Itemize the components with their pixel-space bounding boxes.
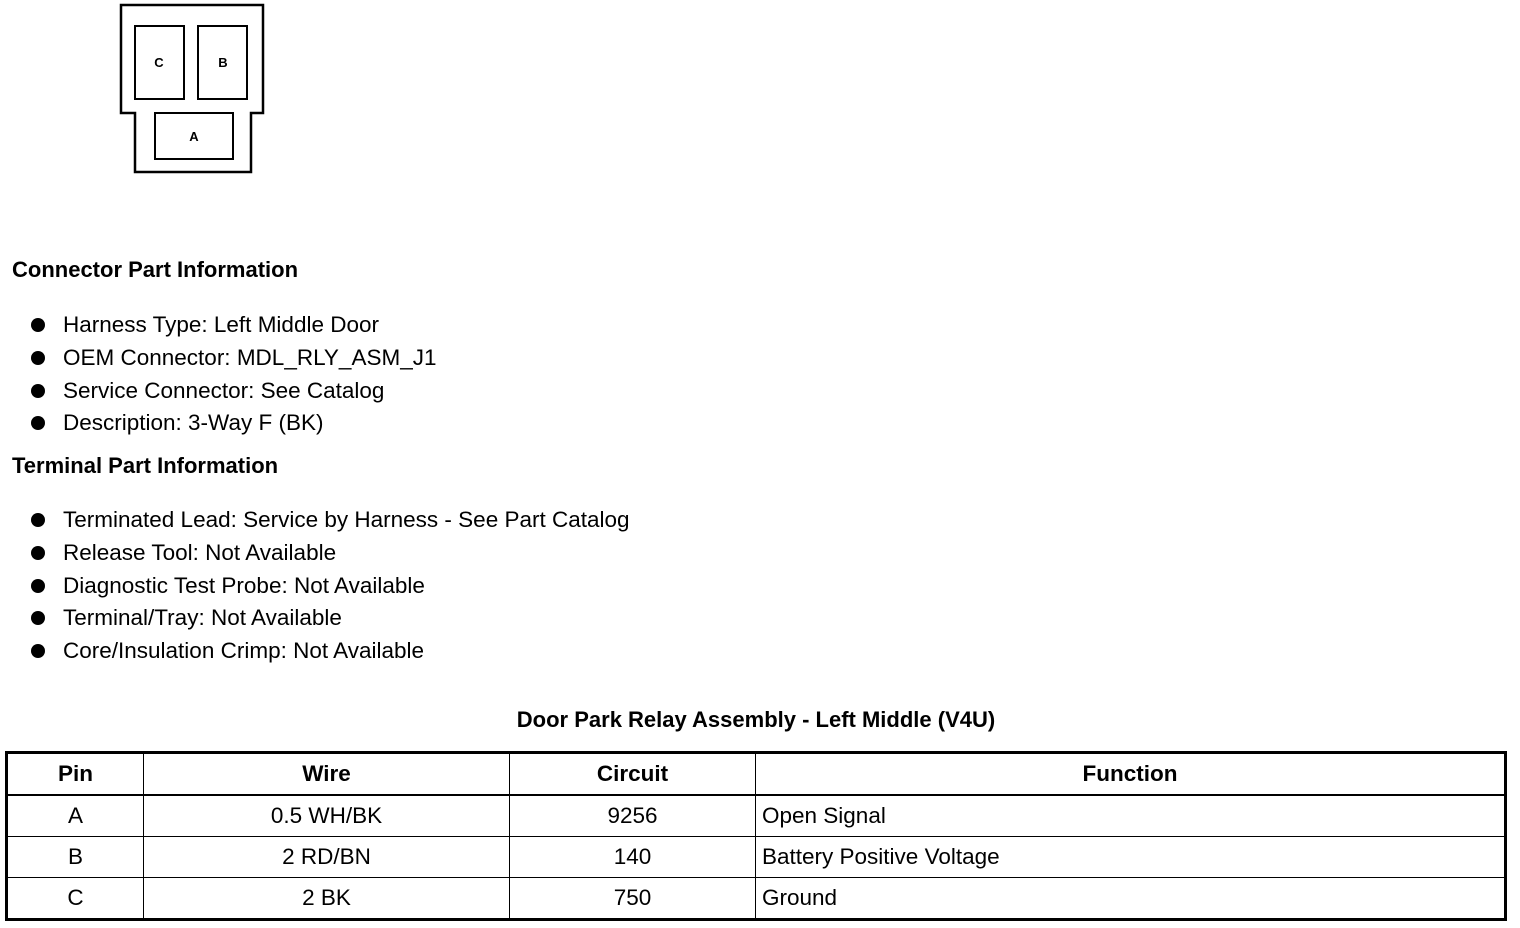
connector-housing-outline bbox=[121, 5, 263, 172]
table-row bbox=[7, 795, 1506, 837]
bullet-icon bbox=[31, 579, 45, 593]
bullet-icon bbox=[31, 546, 45, 560]
bullet-icon bbox=[31, 351, 45, 365]
list-item bbox=[30, 342, 436, 375]
bullet-icon bbox=[31, 611, 45, 625]
table-row bbox=[7, 878, 1506, 920]
pin-label-a: A bbox=[189, 129, 199, 144]
table-header-row bbox=[7, 753, 1506, 796]
list-item-text: OEM Connector: MDL_RLY_ASM_J1 bbox=[63, 345, 437, 371]
list-item-text: Release Tool: Not Available bbox=[63, 540, 337, 566]
cell-pin: A bbox=[7, 795, 144, 837]
cell-circuit: 9256 bbox=[510, 795, 756, 837]
cell-circuit: 140 bbox=[510, 837, 756, 878]
cell-function: Battery Positive Voltage bbox=[756, 837, 1506, 878]
header-function: Function bbox=[756, 753, 1506, 796]
connector-face-diagram bbox=[0, 0, 300, 190]
terminal-info-heading: Terminal Part Information bbox=[12, 453, 279, 478]
list-item-text: Diagnostic Test Probe: Not Available bbox=[63, 572, 425, 598]
list-item bbox=[30, 635, 630, 668]
list-item bbox=[30, 374, 436, 407]
cell-wire: 2 RD/BN bbox=[144, 837, 510, 878]
terminal-info-list bbox=[30, 504, 630, 667]
list-item bbox=[30, 569, 630, 602]
list-item-text: Service Connector: See Catalog bbox=[63, 377, 385, 403]
list-item-text: Terminal/Tray: Not Available bbox=[63, 605, 342, 631]
bullet-icon bbox=[31, 416, 45, 430]
cell-pin: C bbox=[7, 878, 144, 920]
cell-pin: B bbox=[7, 837, 144, 878]
connector-info-list bbox=[30, 309, 436, 440]
list-item-text: Terminated Lead: Service by Harness - See Part Catalog bbox=[63, 507, 630, 533]
header-wire: Wire bbox=[144, 753, 510, 796]
list-item bbox=[30, 407, 436, 440]
bullet-icon bbox=[31, 644, 45, 658]
list-item-text: Description: 3-Way F (BK) bbox=[63, 410, 324, 436]
table-title: Door Park Relay Assembly - Left Middle (V4U) bbox=[516, 707, 996, 732]
list-item bbox=[30, 537, 630, 570]
pin-label-b: B bbox=[218, 55, 228, 70]
connector-info-heading: Connector Part Information bbox=[12, 257, 299, 282]
cell-function: Open Signal bbox=[756, 795, 1506, 837]
list-item-text: Harness Type: Left Middle Door bbox=[63, 312, 379, 338]
list-item bbox=[30, 504, 630, 537]
bullet-icon bbox=[31, 384, 45, 398]
bullet-icon bbox=[31, 318, 45, 332]
bullet-icon bbox=[31, 513, 45, 527]
pinout-table bbox=[5, 751, 1507, 921]
header-circuit: Circuit bbox=[510, 753, 756, 796]
cell-wire: 2 BK bbox=[144, 878, 510, 920]
pin-label-c: C bbox=[154, 55, 164, 70]
cell-function: Ground bbox=[756, 878, 1506, 920]
header-pin: Pin bbox=[7, 753, 144, 796]
cell-circuit: 750 bbox=[510, 878, 756, 920]
table-row bbox=[7, 837, 1506, 878]
list-item-text: Core/Insulation Crimp: Not Available bbox=[63, 638, 425, 664]
list-item bbox=[30, 602, 630, 635]
list-item bbox=[30, 309, 436, 342]
cell-wire: 0.5 WH/BK bbox=[144, 795, 510, 837]
